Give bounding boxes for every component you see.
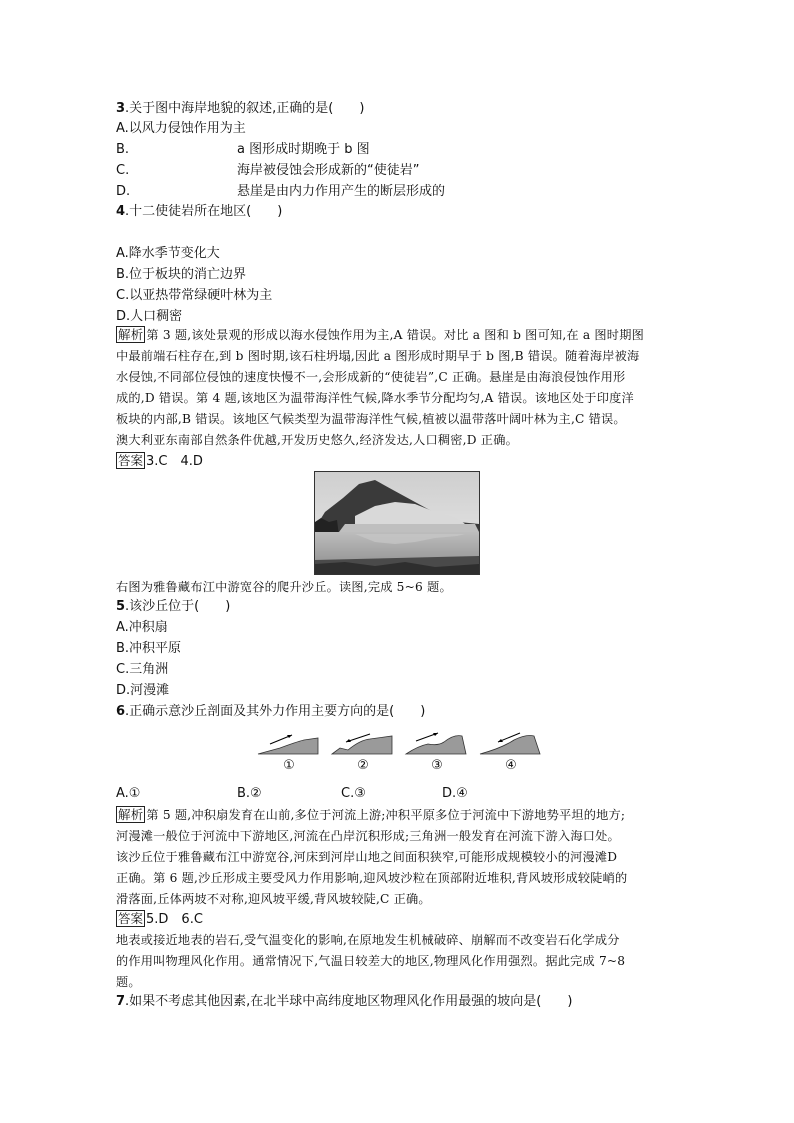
explanation-2-line: 该沙丘位于雅鲁藏布江中游宽谷,河床到河岸山地之间面积狭窄,可能形成规模较小的河漫滩D [116,850,618,864]
explanation-1-line: 解析 第 3 题,该处景观的形成以海水侵蚀作用为主,A 错误。对比 a 图和 b 图可知,在 a 图时期图 [118,327,644,342]
question-3-option-c: C. 海岸被侵蚀会形成新的“使徒岩” [116,163,420,178]
question-7-stem: 7.如果不考虑其他因素,在北半球中高纬度地区物理风化作用最强的坡向是( ) [116,994,573,1009]
dune-diagram-label: ④ [505,758,517,773]
answer-2: 答案 5.D 6.C [118,911,203,927]
question-4-stem: 4.十二使徒岩所在地区( ) [116,204,283,219]
dune-diagram-2 [330,730,396,776]
question-4-option-a: A.降水季节变化大 [116,246,220,261]
dune-diagram-4 [478,730,544,776]
answer-tag: 答案 [118,453,144,468]
explanation-2-line: 解析 第 5 题,冲积扇发育在山前,多位于河流上游;冲积平原多位于河流中下游地势平坦的地方; [118,807,626,822]
explanation-1-line: 中最前端石柱存在,到 b 图时期,该石柱坍塌,因此 a 图形成时期早于 b 图,B 错误。随着海岸被海 [116,349,640,363]
explanation-1-line: 澳大利亚东南部自然条件优越,开发历史悠久,经济发达,人口稠密,D 正确。 [116,433,518,447]
dune-profile-4 [478,730,544,758]
sand-dune-photo-image [315,472,479,574]
intro-q7-q8-line: 的作用叫物理风化作用。通常情况下,气温日较差大的地区,物理风化作用强烈。据此完成 7~8 [116,954,626,968]
explanation-tag: 解析 [118,807,144,822]
explanation-2-line: 河漫滩一般位于河流中下游地区,河流在凸岸沉积形成;三角洲一般发育在河流下游入海口处。 [116,829,620,843]
question-6-option-c: C.③ [341,786,366,801]
question-5-option-c: C.三角洲 [116,662,169,677]
dune-profile-1 [256,730,322,758]
question-5-stem: 5.该沙丘位于( ) [116,599,231,614]
dune-diagram-1 [256,730,322,776]
dune-profile-diagrams [256,730,546,776]
question-3-option-d: D. 悬崖是由内力作用产生的断层形成的 [116,184,446,199]
dune-diagram-label: ① [283,758,295,773]
question-3-option-a: A.以风力侵蚀作用为主 [116,121,246,136]
explanation-tag: 解析 [118,327,144,342]
question-6-option-d: D.④ [442,786,468,801]
intro-q5-q6: 右图为雅鲁藏布江中游宽谷的爬升沙丘。读图,完成 5~6 题。 [116,580,452,594]
question-3-option-b: B. a 图形成时期晚于 b 图 [116,142,370,157]
explanation-2-line: 滑落面,丘体两坡不对称,迎风坡平缓,背风坡较陡,C 正确。 [116,892,431,906]
answer-1: 答案 3.C 4.D [118,453,203,469]
dune-profile-3 [404,730,470,758]
answer-tag: 答案 [118,911,144,926]
sand-dune-photo [314,471,480,575]
question-4-option-d: D.人口稠密 [116,309,183,324]
question-6-option-a: A.① [116,786,141,801]
explanation-1-line: 成的,D 错误。第 4 题,该地区为温带海洋性气候,降水季节分配均匀,A 错误。该地区处于印度洋 [116,391,634,405]
question-4-option-b: B.位于板块的消亡边界 [116,267,247,282]
question-6-option-b: B.② [237,786,262,801]
dune-diagram-label: ② [357,758,369,773]
intro-q7-q8-line: 地表或接近地表的岩石,受气温变化的影响,在原地发生机械破碎、崩解而不改变岩石化学成分 [116,933,620,947]
explanation-2-line: 正确。第 6 题,沙丘形成主要受风力作用影响,迎风坡沙粒在顶部附近堆积,背风坡形成较陡峭的 [116,871,628,885]
dune-diagram-label: ③ [431,758,443,773]
intro-q7-q8-line: 题。 [116,975,141,989]
explanation-1-line: 板块的内部,B 错误。该地区气候类型为温带海洋性气候,植被以温带落叶阔叶林为主,C 错误。 [116,412,626,426]
question-6-stem: 6.正确示意沙丘剖面及其外力作用主要方向的是( ) [116,704,426,719]
question-5-option-d: D.河漫滩 [116,683,170,698]
question-number: 3 [116,101,126,116]
question-5-option-a: A.冲积扇 [116,620,168,635]
explanation-1-line: 水侵蚀,不同部位侵蚀的速度快慢不一,会形成新的“使徒岩”,C 正确。悬崖是由海浪侵蚀作用形 [116,370,626,384]
question-4-option-c: C.以亚热带常绿硬叶林为主 [116,288,273,303]
question-3-stem: 3.关于图中海岸地貌的叙述,正确的是( ) [116,101,365,116]
question-5-option-b: B.冲积平原 [116,641,182,656]
dune-diagram-3 [404,730,470,776]
dune-profile-2 [330,730,396,758]
